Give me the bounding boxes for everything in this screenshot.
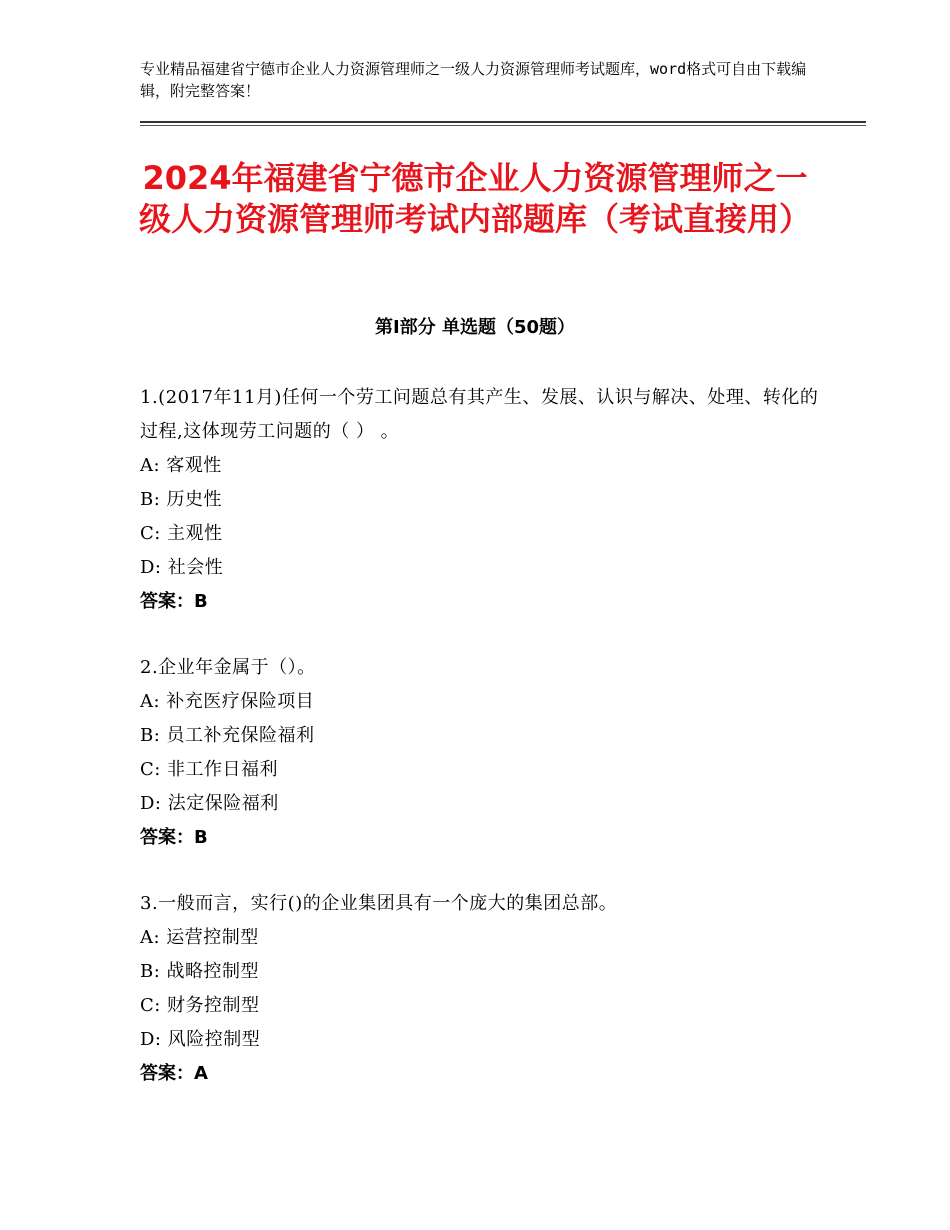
option-c: C: 非工作日福利 <box>140 759 279 780</box>
question-stem: 1.(2017年11月)任何一个劳工问题总有其产生、发展、认识与解决、处理、转化的过程,这体现劳工问题的（ ） 。 <box>140 387 819 442</box>
option-d: D: 风险控制型 <box>140 1029 261 1050</box>
header-note: 专业精品福建省宁德市企业人力资源管理师之一级人力资源管理师考试题库，word格式可自由下载编辑，附完整答案！ <box>140 60 807 100</box>
option-a: A: 客观性 <box>140 455 222 476</box>
answer-line: 答案：A <box>140 1063 208 1084</box>
option-b: B: 员工补充保险福利 <box>140 725 315 746</box>
question-stem: 2.企业年金属于（）。 <box>140 657 316 678</box>
option-c: C: 财务控制型 <box>140 995 260 1016</box>
option-a: A: 补充医疗保险项目 <box>140 691 315 712</box>
header-divider <box>140 121 866 123</box>
section-heading: 第Ⅰ部分 单选题（50题） <box>374 317 575 338</box>
question-list <box>140 381 820 1123</box>
option-a: A: 运营控制型 <box>140 927 259 948</box>
question-stem: 3.一般而言，实行()的企业集团具有一个庞大的集团总部。 <box>140 893 618 914</box>
question-3 <box>140 887 820 1091</box>
option-b: B: 历史性 <box>140 489 223 510</box>
option-b: B: 战略控制型 <box>140 961 260 982</box>
question-1 <box>140 381 820 619</box>
answer-line: 答案：B <box>140 591 208 612</box>
document-title: 2024年福建省宁德市企业人力资源管理师之一级人力资源管理师考试内部题库（考试直接用） <box>138 159 811 238</box>
question-2 <box>140 651 820 855</box>
answer-line: 答案：B <box>140 827 208 848</box>
header-divider-thin <box>140 125 866 126</box>
option-d: D: 社会性 <box>140 557 224 578</box>
option-c: C: 主观性 <box>140 523 223 544</box>
option-d: D: 法定保险福利 <box>140 793 279 814</box>
